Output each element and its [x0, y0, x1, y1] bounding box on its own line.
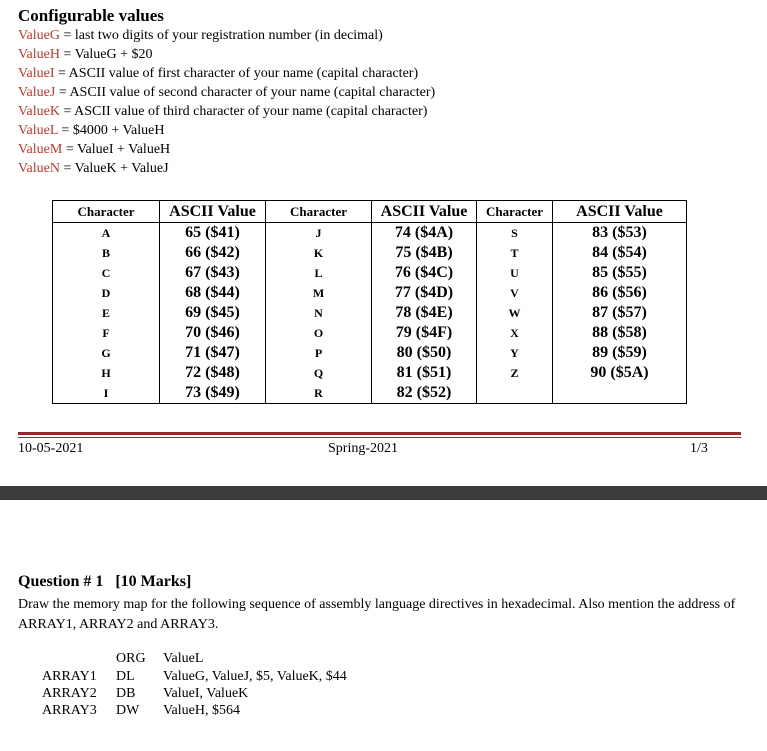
character-cell: U [477, 263, 553, 283]
config-definition: = ASCII value of second character of your name (capital character) [55, 85, 436, 100]
code-operands: ValueL [163, 651, 204, 666]
ascii-value-cell: 69 ($45) [160, 303, 266, 323]
ascii-value-cell: 88 ($58) [553, 323, 687, 343]
character-cell: L [266, 263, 372, 283]
table-row [53, 323, 687, 343]
character-cell: S [477, 223, 553, 244]
column-header: ASCII Value [553, 201, 687, 223]
column-header: ASCII Value [372, 201, 477, 223]
character-cell: B [53, 243, 160, 263]
character-cell: K [266, 243, 372, 263]
config-definition: = ValueI + ValueH [62, 142, 171, 157]
ascii-value-cell: 67 ($43) [160, 263, 266, 283]
ascii-value-cell: 74 ($4A) [372, 223, 477, 244]
character-cell: N [266, 303, 372, 323]
ascii-value-cell: 83 ($53) [553, 223, 687, 244]
character-cell: Y [477, 343, 553, 363]
config-definition: = ValueK + ValueJ [60, 161, 169, 176]
config-definition: = last two digits of your registration number (in decimal) [60, 28, 383, 43]
config-definition: = ASCII value of first character of your name (capital character) [54, 66, 419, 81]
character-cell: T [477, 243, 553, 263]
ascii-value-cell: 76 ($4C) [372, 263, 477, 283]
column-header: Character [266, 201, 372, 223]
character-cell: I [53, 383, 160, 404]
character-cell: R [266, 383, 372, 404]
character-cell: J [266, 223, 372, 244]
table-row [53, 223, 687, 244]
code-operands: ValueH, $564 [163, 703, 240, 718]
ascii-value-cell: 84 ($54) [553, 243, 687, 263]
ascii-value-cell: 79 ($4F) [372, 323, 477, 343]
config-definition: = ASCII value of third character of your name (capital character) [60, 104, 428, 119]
footer-rule-bottom [18, 437, 741, 438]
column-header: ASCII Value [160, 201, 266, 223]
config-name: ValueH [18, 47, 60, 62]
question-heading: Question # 1 [10 Marks] [18, 573, 192, 590]
ascii-value-cell: 90 ($5A) [553, 363, 687, 383]
ascii-value-cell: 87 ($57) [553, 303, 687, 323]
ascii-value-cell: 80 ($50) [372, 343, 477, 363]
ascii-value-cell: 81 ($51) [372, 363, 477, 383]
table-row [53, 343, 687, 363]
config-name: ValueL [18, 123, 58, 138]
config-name: ValueM [18, 142, 63, 157]
ascii-table [52, 200, 687, 404]
character-cell: F [53, 323, 160, 343]
ascii-value-cell: 89 ($59) [553, 343, 687, 363]
footer-rule-top [18, 432, 741, 435]
config-definition: = $4000 + ValueH [57, 123, 165, 138]
ascii-value-cell: 86 ($56) [553, 283, 687, 303]
character-cell: W [477, 303, 553, 323]
code-directive: DL [116, 669, 135, 684]
ascii-value-cell: 77 ($4D) [372, 283, 477, 303]
config-name: ValueJ [18, 85, 56, 100]
question-text: Draw the memory map for the following sequence of assembly language directives in hexadecimal. Also mention the address of ARRAY1, ARRAY2 and ARRAY3. [18, 597, 736, 632]
table-row [53, 283, 687, 303]
ascii-value-cell: 73 ($49) [160, 383, 266, 404]
character-cell: M [266, 283, 372, 303]
config-line [18, 142, 170, 158]
column-header: Character [477, 201, 553, 223]
column-header: Character [53, 201, 160, 223]
character-cell: Z [477, 363, 553, 383]
footer-date: 10-05-2021 [18, 441, 84, 456]
code-directive: ORG [116, 651, 146, 666]
ascii-value-cell: 85 ($55) [553, 263, 687, 283]
code-directive: DB [116, 686, 136, 701]
config-line [18, 47, 153, 63]
character-cell: G [53, 343, 160, 363]
table-row [53, 363, 687, 383]
code-label: ARRAY3 [42, 703, 97, 718]
config-name: ValueI [18, 66, 55, 81]
table-row [53, 383, 687, 404]
config-definition: = ValueG + $20 [60, 47, 153, 62]
character-cell [477, 383, 553, 404]
config-line [18, 66, 418, 82]
footer-page-number: 1/3 [690, 441, 708, 456]
character-cell: D [53, 283, 160, 303]
ascii-value-cell: 82 ($52) [372, 383, 477, 404]
config-name: ValueG [18, 28, 60, 43]
character-cell: P [266, 343, 372, 363]
section-title: Configurable values [18, 6, 164, 25]
ascii-value-cell: 65 ($41) [160, 223, 266, 244]
config-name: ValueK [18, 104, 60, 119]
character-cell: X [477, 323, 553, 343]
character-cell: V [477, 283, 553, 303]
footer-term: Spring-2021 [328, 441, 398, 456]
config-line [18, 161, 169, 177]
table-header-row [53, 201, 687, 223]
table-row [53, 263, 687, 283]
ascii-value-cell: 68 ($44) [160, 283, 266, 303]
character-cell: E [53, 303, 160, 323]
page-separator [0, 486, 767, 500]
config-line [18, 28, 383, 44]
ascii-value-cell: 71 ($47) [160, 343, 266, 363]
ascii-value-cell [553, 383, 687, 404]
character-cell: Q [266, 363, 372, 383]
ascii-value-cell: 78 ($4E) [372, 303, 477, 323]
character-cell: H [53, 363, 160, 383]
code-label: ARRAY1 [42, 669, 97, 684]
character-cell: C [53, 263, 160, 283]
config-line [18, 123, 164, 139]
character-cell: A [53, 223, 160, 244]
table-row [53, 303, 687, 323]
table-row [53, 243, 687, 263]
ascii-value-cell: 72 ($48) [160, 363, 266, 383]
config-name: ValueN [18, 161, 60, 176]
config-line [18, 85, 435, 101]
character-cell: O [266, 323, 372, 343]
config-line [18, 104, 427, 120]
code-operands: ValueI, ValueK [163, 686, 249, 701]
code-operands: ValueG, ValueJ, $5, ValueK, $44 [163, 669, 347, 684]
code-directive: DW [116, 703, 140, 718]
code-label: ARRAY2 [42, 686, 97, 701]
ascii-value-cell: 75 ($4B) [372, 243, 477, 263]
ascii-value-cell: 70 ($46) [160, 323, 266, 343]
ascii-value-cell: 66 ($42) [160, 243, 266, 263]
